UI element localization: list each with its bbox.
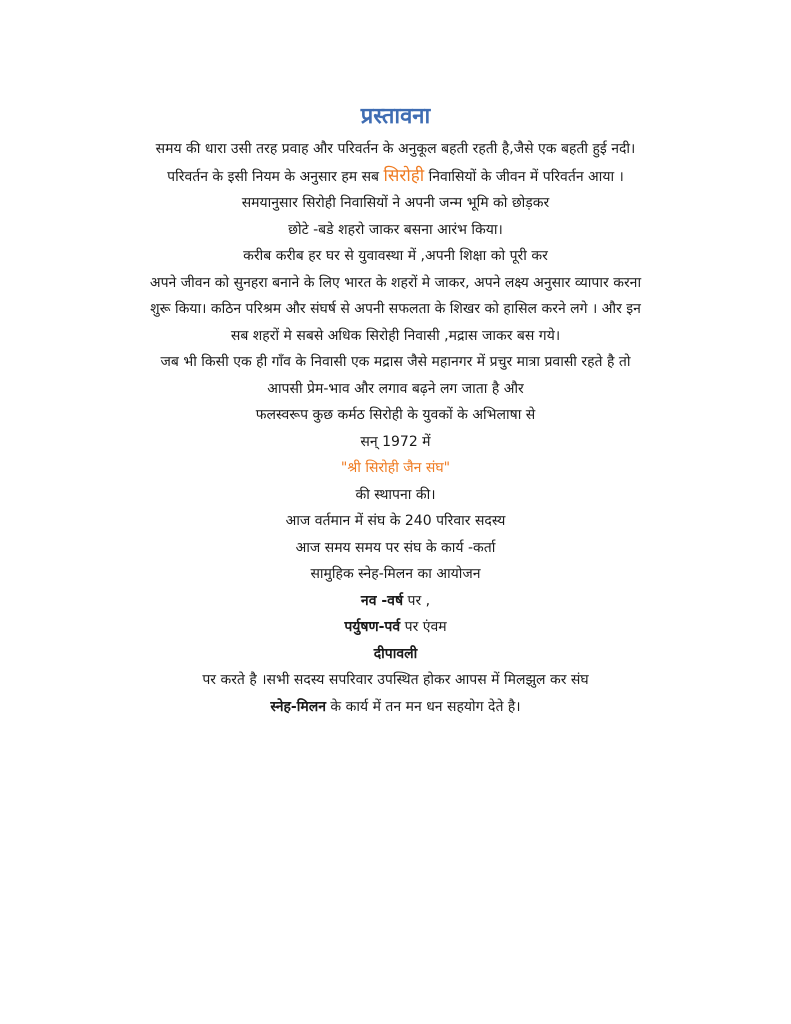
line-18-post: पर , [403,592,431,609]
line-2-pre: परिवर्तन के इसी नियम के अनुसार हम सब [167,168,384,185]
text-line-9: जब भी किसी एक ही गाँव के निवासी एक मद्रास जैसे महानगर में प्रचुर मात्रा प्रवासी रहते है तो [160,354,631,370]
text-line-15: आज वर्तमान में संघ के 240 परिवार सदस्य [285,513,506,529]
text-line-3: समयानुसार सिरोही निवासियों ने अपनी जन्म भूमि को छोड़कर [241,195,550,211]
text-line-2 [90,163,701,191]
text-line-8: सब शहरों मे सबसे अधिक सिरोही निवासी ,मद्रास जाकर बस गये। [230,327,561,344]
deepawali-bold: दीपावली [373,645,418,662]
text-line-5: करीब करीब हर घर से युवावस्था में ,अपनी शिक्षा को पूरी कर [243,248,548,264]
text-line-22 [90,694,701,721]
text-line-11: फलस्वरूप कुछ कर्मठ सिरोही के युवकों के अभिलाषा से [255,407,536,423]
text-line-14: की स्थापना की। [355,486,436,503]
text-line-21: पर करते है ।सभी सदस्य सपरिवार उपस्थित होकर आपस में मिलझुल कर संघ [202,672,589,688]
text-line-16: आज समय समय पर संघ के कार्य -कर्ता [295,539,496,556]
text-line-17: सामुहिक स्नेह-मिलन का आयोजन [310,566,481,582]
preface-body [90,136,701,720]
page-title: प्रस्तावना [360,104,431,129]
text-line-19 [90,614,701,641]
line-19-post: पर एंवम [400,619,447,635]
paryushan-bold: पर्युषण-पर्व [344,619,401,635]
sirohi-highlight: सिरोही [383,165,425,186]
line-2-post: निवासियों के जीवन में परिवर्तन आया । [424,168,624,185]
text-line-12: सन् 1972 में [360,433,431,450]
sangh-name-line [90,455,701,482]
text-line-10: आपसी प्रेम-भाव और लगाव बढ़ने लग जाता है और [267,380,524,397]
sangh-quote-open: " [340,460,348,476]
text-line-18 [90,588,701,615]
sangh-name-highlight: श्री सिरोही जैन संघ [347,460,444,476]
line-22-post: के कार्य में तन मन धन सहयोग देते है। [325,698,521,715]
text-line-7: शुरू किया। कठिन परिश्रम और संघर्ष से अपनी सफलता के शिखर को हासिल करने लगे । और इन [150,301,641,317]
nav-varsh-bold: नव -वर्ष [360,592,404,609]
sneh-milan-bold: स्नेह-मिलन [270,698,326,715]
sangh-quote-close: " [443,460,451,476]
text-line-6: अपने जीवन को सुनहरा बनाने के लिए भारत के शहरों मे जाकर, अपने लक्ष्य अनुसार व्यापार करना [149,274,642,291]
text-line-1: समय की धारा उसी तरह प्रवाह और परिवर्तन के अनुकूल बहती रहती है,जैसे एक बहती हुई नदी। [155,141,636,157]
text-line-20 [90,641,701,668]
text-line-4: छोटे -बडे शहरो जाकर बसना आरंभ किया। [288,221,503,238]
